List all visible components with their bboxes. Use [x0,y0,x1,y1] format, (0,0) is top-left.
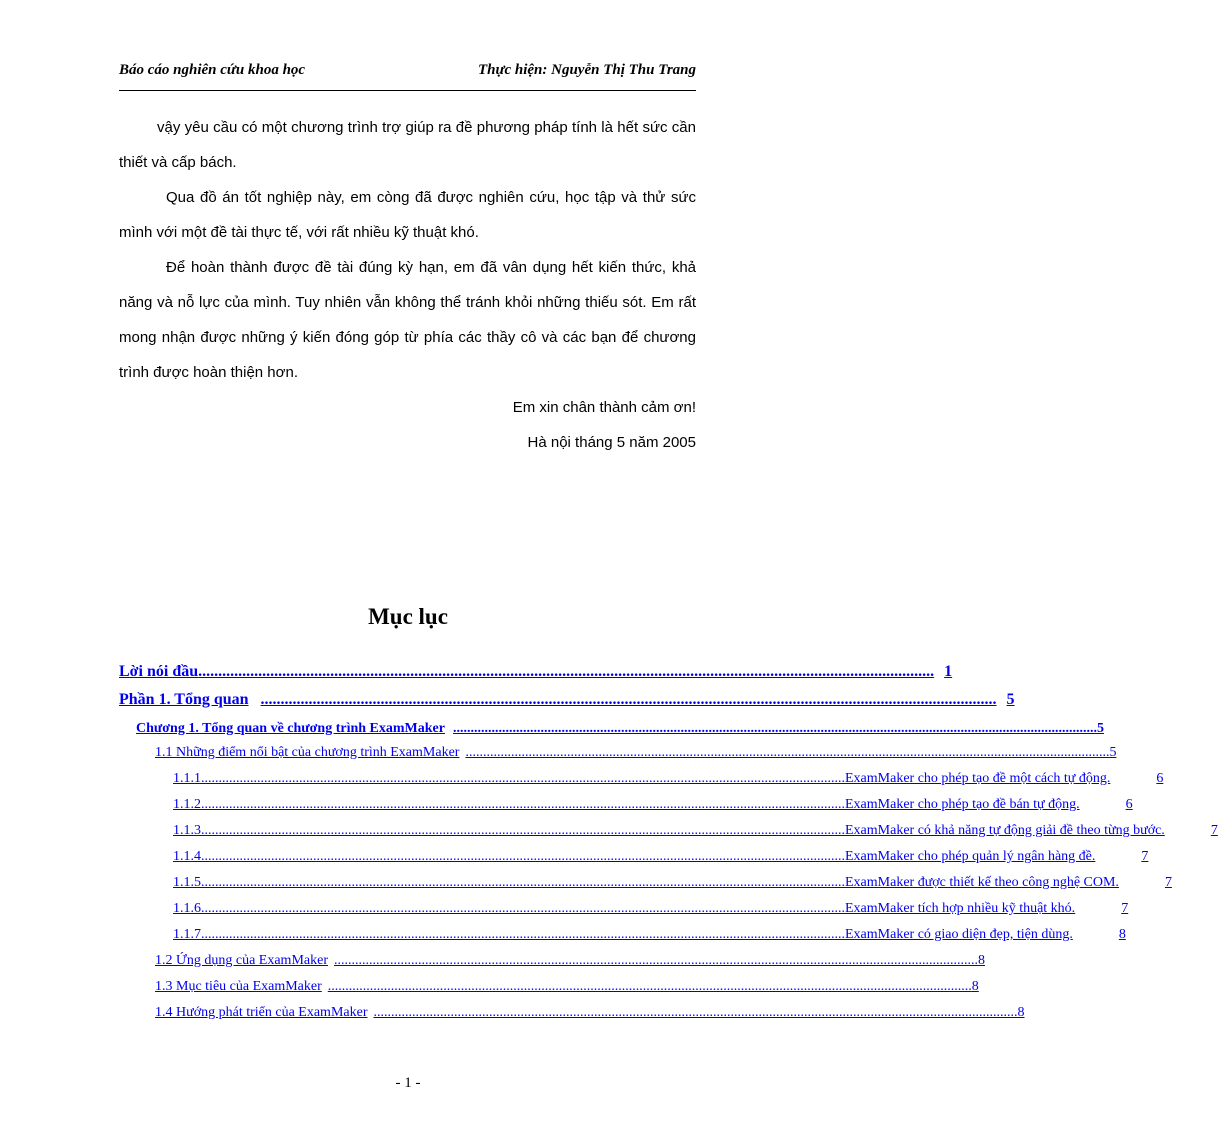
toc-entry-chuong-1[interactable] [136,715,1104,737]
toc-entry-label: Phần 1. Tổng quan [119,691,249,708]
toc-entry-label: ExamMaker cho phép quản lý ngân hàng đề. [845,849,1096,864]
toc-leader: ........................................................................................................................................................................................ [201,875,845,890]
toc-entry-1-1-3[interactable] [173,817,1218,839]
toc-entry-page: 8 [1118,927,1126,942]
toc-entry-label: Chương 1. Tổng quan về chương trình ExamMaker [136,721,445,736]
toc-entry-phan-1[interactable] [119,687,1015,709]
toc-entry-1-1-1[interactable] [173,765,1164,787]
toc-entry-number: 1.1.3 [173,823,201,838]
toc-entry-label: ExamMaker cho phép tạo đề một cách tự động. [845,771,1111,786]
toc-entry-page: 6 [1125,797,1133,812]
toc-leader: ........................................................................................................................................................................................ [452,721,1097,736]
thanks-line: Em xin chân thành cảm ơn! [512,399,696,416]
toc-entry-1-4[interactable] [155,999,1025,1021]
toc-entry-page: 7 [1164,875,1172,890]
toc-entry-page: 5 [1006,691,1015,708]
toc-leader: ........................................................................................................................................................................................ [465,745,1110,760]
toc-entry-label: 1.4 Hướng phát triển của ExamMaker [155,1005,368,1020]
toc-entry-number: 1.1.2 [173,797,201,812]
toc-entry-label: ExamMaker được thiết kế theo công nghệ COM. [845,875,1119,890]
toc-entry-1-1-7[interactable] [173,921,1126,943]
toc-entry-label: ExamMaker có giao diện đẹp, tiện dùng. [845,927,1073,942]
toc-entry-page: 8 [971,979,979,994]
toc-entry-1-1-5[interactable] [173,869,1172,891]
toc-entry-label: ExamMaker có khả năng tự động giải đề theo từng bước. [845,823,1165,838]
toc-leader: ........................................................................................................................................................................................ [201,771,845,786]
paragraph-2: Qua đồ án tốt nghiệp này, em còng đã được nghiên cứu, học tập và thử sức mình với một đề tài thực tế, với rất nhiều kỹ thuật khó. [119,189,696,241]
page-header [119,60,696,91]
toc-leader: ........................................................................................................................................................................................ [327,979,972,994]
paragraph-3: Để hoàn thành được đề tài đúng kỳ hạn, em đã vân dụng hết kiến thức, khả năng và nỗ lực của mình. Tuy nhiên vẫn không thể tránh khỏi những thiếu sót. Em rất mong nhận được những ý kiến đóng góp từ phía các thầy cô và các bạn để chương trình được hoàn thiện hơn. [119,259,696,381]
toc-entry-page: 7 [1121,901,1129,916]
toc-leader: ........................................................................................................................................................................................ [201,823,845,838]
toc-leader: ........................................................................................................................................................................................ [373,1005,1018,1020]
toc-entry-page: 8 [977,953,985,968]
body-text [119,110,696,460]
toc-entry-label: 1.3 Mục tiêu của ExamMaker [155,979,322,994]
toc-entry-1-1-4[interactable] [173,843,1149,865]
toc-entry-1-1-6[interactable] [173,895,1129,917]
toc-entry-page: 5 [1109,745,1117,760]
toc-entry-label: Lời nói đầu [119,663,199,680]
toc-leader: ........................................................................................................................................................................................ [260,691,997,708]
header-title: Báo cáo nghiên cứu khoa học [119,62,306,78]
toc-entry-page: 5 [1096,721,1104,736]
toc-leader: ........................................................................................................................................................................................ [198,663,935,680]
toc-leader: ........................................................................................................................................................................................ [201,849,845,864]
toc-title: Mục lục [368,604,448,629]
toc-entry-1-1[interactable] [155,739,1117,761]
toc-entry-page: 7 [1141,849,1149,864]
toc-entry-1-2[interactable] [155,947,985,969]
toc-entry-label: 1.1 Những điểm nổi bật của chương trình ExamMaker [155,745,460,760]
toc-entry-number: 1.1.6 [173,901,201,916]
toc-entry-page: 8 [1017,1005,1025,1020]
toc-entry-number: 1.1.1 [173,771,201,786]
toc-leader: ........................................................................................................................................................................................ [201,927,845,942]
toc-entry-loi-noi-dau[interactable] [119,659,953,681]
paragraph-1: vậy yêu cầu có một chương trình trợ giúp ra đề phương pháp tính là hết sức cần thiết và cấp bách. [119,119,696,171]
toc-entry-number: 1.1.4 [173,849,201,864]
toc-entry-1-3[interactable] [155,973,979,995]
toc-entry-number: 1.1.7 [173,927,201,942]
toc-entry-page: 7 [1210,823,1218,838]
toc-entry-label: ExamMaker cho phép tạo đề bán tự động. [845,797,1080,812]
page-number: - 1 - [395,1075,421,1091]
toc-entry-label: 1.2 Ứng dụng của ExamMaker [155,953,328,968]
toc-entry-number: 1.1.5 [173,875,201,890]
header-author: Thực hiện: Nguyễn Thị Thu Trang [477,62,696,78]
toc-entry-page: 1 [944,663,953,680]
toc-entry-label: ExamMaker tích hợp nhiều kỹ thuật khó. [845,901,1076,916]
toc-entry-1-1-2[interactable] [173,791,1133,813]
date-line: Hà nội tháng 5 năm 2005 [527,434,696,451]
toc-entry-page: 6 [1156,771,1164,786]
toc-leader: ........................................................................................................................................................................................ [201,797,845,812]
toc-leader: ........................................................................................................................................................................................ [201,901,845,916]
toc-leader: ........................................................................................................................................................................................ [333,953,978,968]
